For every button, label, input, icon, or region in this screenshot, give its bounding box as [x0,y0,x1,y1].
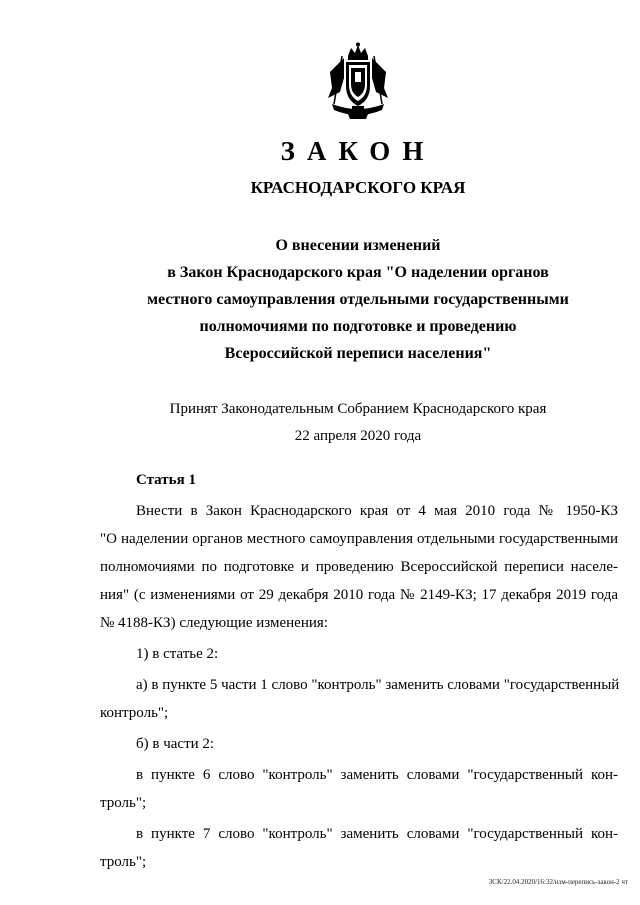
text-line: троль"; [100,854,147,870]
paragraph-item-1 [100,640,618,668]
text-line: б) в части 2: [136,736,215,752]
paragraph-point-6 [100,761,618,817]
law-title: ЗАКОН [280,136,436,166]
text-line: в пункте 6 слово "контроль" заменить словами "государственный кон- [136,767,618,783]
subject-line: в Закон Краснодарского края "О наделении органов [167,264,549,281]
paragraph-item-b [100,730,618,758]
text-line: в пункте 7 слово "контроль" заменить словами "государственный кон- [136,826,618,842]
text-line: а) в пункте 5 части 1 слово "контроль" заменить словами "государственный [136,677,620,693]
adoption-note [0,396,640,450]
article-heading: Статья 1 [136,472,196,488]
text-line: контроль"; [100,705,169,721]
law-subject [0,232,640,367]
coat-of-arms-icon [322,42,394,120]
subject-line: полномочиями по подготовке и проведению [199,318,517,335]
text-line: 1) в статье 2: [136,646,219,662]
document-footer: ЗСК/22.04.2020/16:32/изм-перепись-закон-2 чт [488,878,628,886]
text-line: № 4188-КЗ) следующие изменения: [100,615,328,631]
paragraph-item-a [100,671,618,727]
text-line: ния" (с изменениями от 29 декабря 2010 года № 2149-КЗ; 17 декабря 2019 года [100,587,618,603]
paragraph-point-7 [100,820,618,876]
text-line: "О наделении органов местного самоуправления отдельными государственными [100,531,618,547]
paragraph-intro [100,497,618,637]
region-title: КРАСНОДАРСКОГО КРАЯ [250,178,466,197]
subject-line: Всероссийской переписи населения" [224,345,492,362]
subject-line: местного самоуправления отдельными государственными [147,291,569,308]
text-line: троль"; [100,795,147,811]
article-body [100,497,618,876]
adoption-date: 22 апреля 2020 года [294,428,422,444]
subject-line: О внесении изменений [275,237,441,254]
text-line: Внести в Закон Краснодарского края от 4 мая 2010 года № 1950-КЗ [136,503,618,519]
adoption-line: Принят Законодательным Собранием Краснодарского края [169,401,547,417]
text-line: полномочиями по подготовке и проведению Всероссийской переписи населе- [100,559,618,575]
